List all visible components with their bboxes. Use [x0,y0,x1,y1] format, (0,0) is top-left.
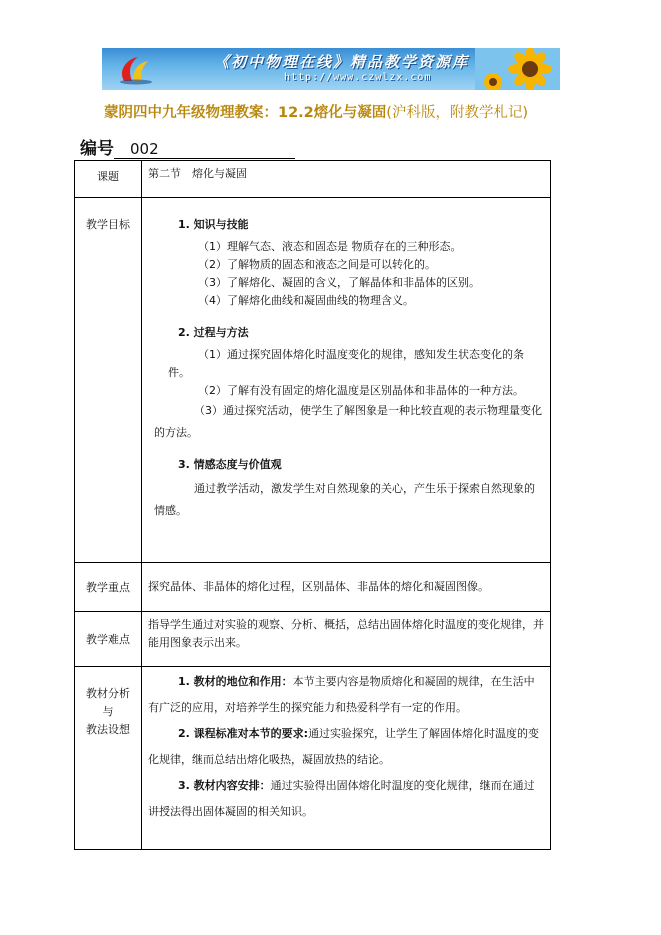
goals-heading-process: 2. 过程与方法 [178,326,249,339]
goal-item: （4）了解熔化曲线和凝固曲线的物理含义。 [198,294,414,307]
goals-content [142,198,551,563]
analysis-paragraph-lead: 3. 教材内容安排： [178,779,271,792]
goal-item: 通过教学活动，激发学生对自然现象的关心，产生乐于探索自然现象的情感。 [154,482,535,517]
sunflower-icon [475,48,560,90]
document-title-suffix: (沪科版，附教学札记) [386,105,529,121]
analysis-paragraph [148,669,544,721]
document-title-main: 蒙阴四中九年级物理教案：12.2熔化与凝固 [104,105,387,121]
analysis-content [142,667,551,850]
row-topic [75,161,551,198]
analysis-paragraph-lead: 2. 课程标准对本节的要求: [178,727,309,740]
serial-value: 002 [114,140,295,159]
goal-item: （2）了解有没有固定的熔化温度是区别晶体和非晶体的一种方法。 [198,384,524,397]
document-title [104,101,528,122]
banner-url: http://www.czwlzx.com [284,72,432,83]
key-points-label: 教学重点 [75,563,142,612]
analysis-paragraph-text: 本节主要内容是物质熔化和凝固的规律，在生活中有广泛的应用，对培养学生的探究能力和热爱科学有一定的作用。 [148,675,535,714]
key-points-value: 探究晶体、非晶体的熔化过程，区别晶体、非晶体的熔化和凝固图像。 [142,563,551,612]
row-key-points [75,563,551,612]
difficulties-value: 指导学生通过对实验的观察、分析、概括，总结出固体熔化时温度的变化规律，并能用图象表示出来。 [142,612,551,667]
topic-value: 第二节 熔化与凝固 [142,161,551,198]
topic-label: 课题 [75,161,142,198]
row-analysis [75,667,551,850]
difficulties-label: 教学难点 [75,612,142,667]
analysis-label-line: 与 [102,705,114,718]
goals-label: 教学目标 [75,198,142,563]
row-difficulties [75,612,551,667]
row-goals [75,198,551,563]
banner-title: 《初中物理在线》精品教学资源库 [214,53,470,71]
analysis-paragraph-text: 通过实验得出固体熔化时温度的变化规律，继而在通过讲授法得出固体凝固的相关知识。 [148,779,535,818]
analysis-label [75,667,142,850]
analysis-paragraph [148,721,544,773]
analysis-label-line: 教材分析 [86,687,130,700]
header-banner [102,48,560,90]
serial-label: 编号 [80,139,114,159]
analysis-paragraph-lead: 1. 教材的地位和作用： [178,675,293,688]
analysis-paragraph [148,773,544,825]
goal-item: （1）理解气态、液态和固态是 物质存在的三种形态。 [198,240,462,253]
goal-item: （2）了解物质的固态和液态之间是可以转化的。 [198,258,436,271]
serial-number [80,134,295,159]
lesson-plan-table [74,160,551,850]
goal-item: （3）通过探究活动，使学生了解图象是一种比较直观的表示物理量变化的方法。 [154,404,542,439]
goals-heading-knowledge: 1. 知识与技能 [178,218,249,231]
logo-icon [116,53,156,85]
goals-heading-attitude: 3. 情感态度与价值观 [178,458,282,471]
analysis-paragraph-text: 通过实验探究，让学生了解固体熔化时温度的变化规律，继而总结出熔化吸热，凝固放热的结论。 [148,727,540,766]
analysis-label-line: 教法设想 [86,723,130,736]
goal-item: （3）了解熔化、凝固的含义，了解晶体和非晶体的区别。 [198,276,480,289]
goal-item: （1）通过探究固体熔化时温度变化的规律，感知发生状态变化的条件。 [168,348,524,379]
